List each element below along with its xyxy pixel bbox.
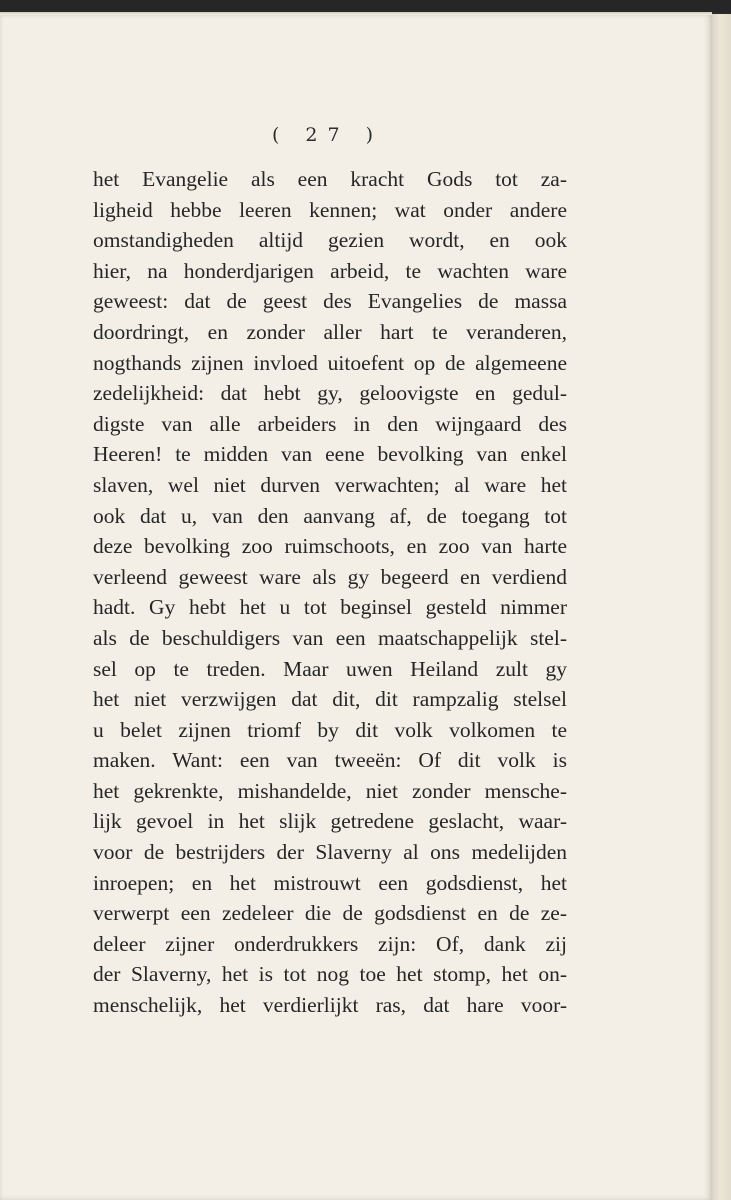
text-line: voor de bestrijders der Slaverny al ons medelijden bbox=[93, 840, 567, 865]
text-line: verleend geweest ware als gy begeerd en verdiend bbox=[93, 564, 567, 589]
text-line: nogthands zijnen invloed uitoefent op de algemeene bbox=[93, 350, 567, 375]
text-line: hier, na honderdjarigen arbeid, te wachten ware bbox=[93, 258, 567, 283]
text-line: het niet verzwijgen dat dit, dit rampzalig stelsel bbox=[93, 687, 567, 712]
page-number: ( 27 ) bbox=[271, 124, 384, 146]
text-line: ligheid hebbe leeren kennen; wat onder andere bbox=[93, 197, 567, 222]
body-text bbox=[93, 164, 567, 1021]
text-line: verwerpt een zedeleer die de godsdienst en de ze- bbox=[93, 901, 567, 926]
text-line: deze bevolking zoo ruimschoots, en zoo van harte bbox=[93, 534, 567, 559]
text-line: menschelijk, het verdierlijkt ras, dat hare voor- bbox=[93, 993, 567, 1018]
text-line: sel op te treden. Maar uwen Heiland zult gy bbox=[93, 656, 567, 681]
scan-background bbox=[0, 0, 731, 12]
text-line: ook dat u, van den aanvang af, de toegang tot bbox=[93, 503, 567, 528]
text-line: der Slaverny, het is tot nog toe het stomp, het on- bbox=[93, 962, 567, 987]
text-line: als de beschuldigers van een maatschappelijk stel- bbox=[93, 625, 567, 650]
text-line: u belet zijnen triomf by dit volk volkomen te bbox=[93, 717, 567, 742]
text-line: het gekrenkte, mishandelde, niet zonder mensche- bbox=[93, 778, 567, 803]
text-line: inroepen; en het mistrouwt een godsdienst, het bbox=[93, 870, 567, 895]
page-top-edge bbox=[0, 12, 712, 15]
text-line: geweest: dat de geest des Evangelies de massa bbox=[93, 289, 567, 314]
text-line: zedelijkheid: dat hebt gy, geloovigste en gedul- bbox=[93, 381, 567, 406]
text-line: lijk gevoel in het slijk getredene geslacht, waar- bbox=[93, 809, 567, 834]
page-stack-edge bbox=[712, 14, 731, 1200]
text-line: deleer zijner onderdrukkers zijn: Of, dank zij bbox=[93, 931, 567, 956]
text-line: slaven, wel niet durven verwachten; al ware het bbox=[93, 472, 567, 497]
text-line: digste van alle arbeiders in den wijngaard des bbox=[93, 411, 567, 436]
text-line: omstandigheden altijd gezien wordt, en ook bbox=[93, 228, 567, 253]
text-line: doordringt, en zonder aller hart te veranderen, bbox=[93, 319, 567, 344]
text-line: maken. Want: een van tweeën: Of dit volk is bbox=[93, 748, 567, 773]
text-line: het Evangelie als een kracht Gods tot za- bbox=[93, 167, 567, 191]
text-line: hadt. Gy hebt het u tot beginsel gesteld nimmer bbox=[93, 595, 567, 620]
text-line: Heeren! te midden van eene bevolking van enkel bbox=[93, 442, 567, 467]
